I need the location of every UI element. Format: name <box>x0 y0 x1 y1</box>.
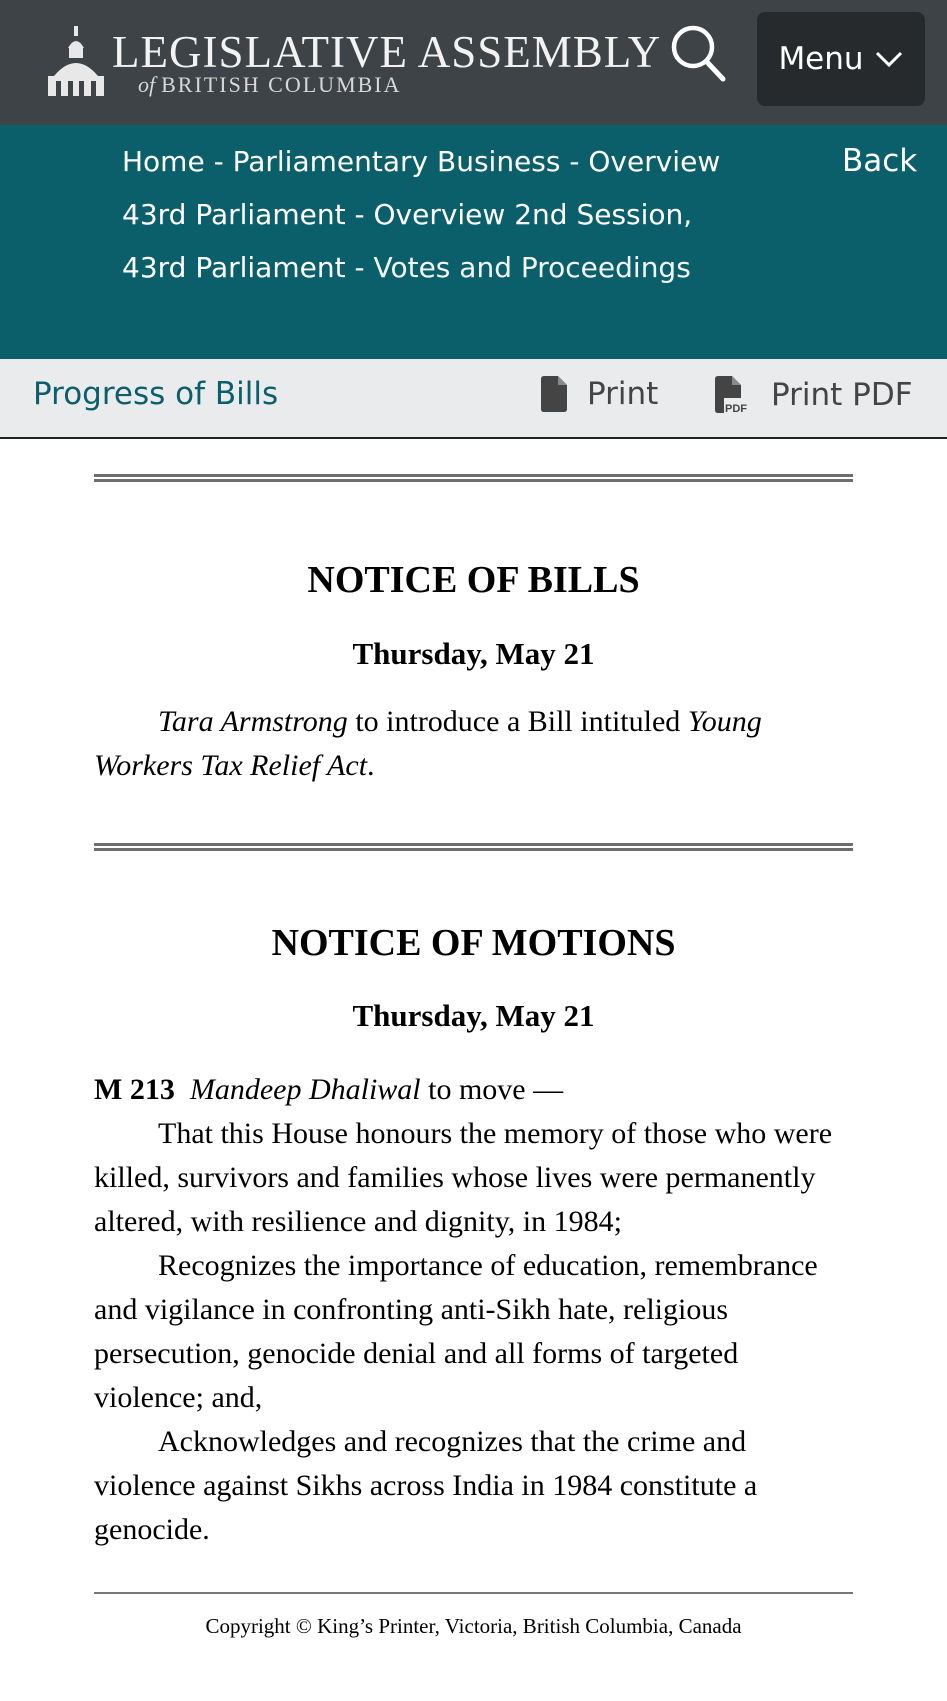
breadcrumb-separator: - <box>569 145 589 178</box>
logo-subtitle-prefix: of <box>138 72 156 97</box>
search-button[interactable] <box>668 22 728 84</box>
bill-name: Young Workers Tax Relief Act <box>94 705 762 782</box>
motion-move-text: to move — <box>420 1073 564 1106</box>
print-pdf-label: Print PDF <box>771 377 913 413</box>
footer-divider <box>94 1592 853 1594</box>
double-rule-divider <box>94 843 853 851</box>
motion-member-name: Mandeep Dhaliwal <box>189 1073 421 1106</box>
bill-notice-end: . <box>367 749 375 782</box>
breadcrumb-parliamentary-business[interactable]: Parliamentary Business <box>232 145 561 178</box>
motion-heading <box>94 1068 853 1112</box>
breadcrumb-overview-parliament[interactable]: Overview 43rd Parliament <box>122 145 721 231</box>
site-header <box>0 0 947 125</box>
chevron-down-icon <box>874 49 904 69</box>
site-logo[interactable] <box>44 22 684 100</box>
notice-of-bills-date: Thursday, May 21 <box>352 636 595 671</box>
motion-paragraph: Acknowledges and recognizes that the crime and violence against Sikhs across India in 1984 constitute a genocide. <box>94 1425 758 1546</box>
menu-button[interactable] <box>757 12 925 106</box>
notice-of-bills-title: NOTICE OF BILLS <box>307 559 640 601</box>
bill-notice <box>94 700 853 788</box>
document-toolbar <box>0 359 947 439</box>
back-link[interactable]: Back <box>842 143 918 179</box>
breadcrumb-separator: - <box>354 251 374 284</box>
logo-title: LEGISLATIVE ASSEMBLY <box>112 27 662 77</box>
notice-of-motions-title: NOTICE OF MOTIONS <box>271 922 676 964</box>
breadcrumb <box>122 135 762 294</box>
menu-button-label: Menu <box>778 41 864 77</box>
breadcrumb-current: Votes and Proceedings <box>373 251 691 284</box>
search-icon <box>668 22 728 84</box>
copyright-notice: Copyright © King’s Printer, Victoria, British Columbia, Canada <box>205 1614 742 1638</box>
bill-notice-text: to introduce a Bill intituled <box>347 705 688 738</box>
motion-number: M 213 <box>94 1073 175 1106</box>
pdf-badge: PDF <box>725 403 747 414</box>
breadcrumb-bar <box>0 125 947 359</box>
file-icon <box>541 376 567 412</box>
progress-of-bills-link[interactable]: Progress of Bills <box>33 376 279 412</box>
notice-of-motions-date: Thursday, May 21 <box>352 998 595 1033</box>
logo-subtitle-text: BRITISH COLUMBIA <box>161 72 402 97</box>
bill-member-name: Tara Armstrong <box>158 705 348 738</box>
print-label: Print <box>587 376 659 412</box>
breadcrumb-separator: - <box>213 145 233 178</box>
motion-paragraph: That this House honours the memory of those who were killed, survivors and families whose lives were permanently altered, with resilience and dignity, in 1984; <box>94 1117 833 1238</box>
print-pdf-button[interactable] <box>715 376 913 414</box>
breadcrumb-home[interactable]: Home <box>122 145 205 178</box>
parliament-building-icon <box>44 26 108 98</box>
breadcrumb-separator: - <box>354 198 374 231</box>
print-button[interactable] <box>541 376 658 412</box>
votes-document <box>94 474 853 1639</box>
breadcrumb-overview-session[interactable]: Overview 2nd Session, 43rd Parliament <box>122 198 693 284</box>
motion-paragraph: Recognizes the importance of education, remembrance and vigilance in confronting anti-Sikh hate, religious persecution, genocide denial and all forms of targeted violence; and, <box>94 1249 818 1414</box>
pdf-file-icon <box>715 376 751 414</box>
logo-subtitle <box>138 72 402 98</box>
double-rule-divider <box>94 474 853 482</box>
